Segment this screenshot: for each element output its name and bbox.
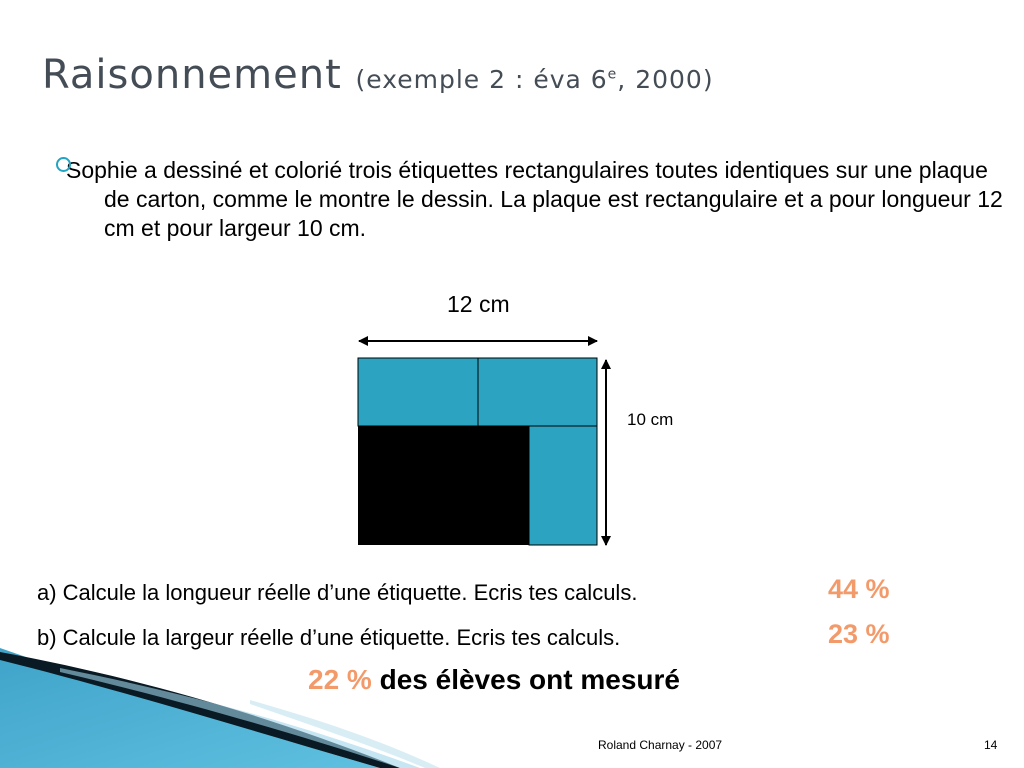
result-line [308, 664, 680, 696]
label-rect-1 [358, 358, 478, 426]
footer-author: Roland Charnay - 2007 [598, 738, 723, 752]
question-b-percent: 23 % [828, 619, 890, 649]
label-rect-2 [478, 358, 597, 426]
title-main: Raisonnement [42, 52, 342, 98]
question-a: a) Calcule la longueur réelle d’une étiquette. Ecris tes calculs. [37, 580, 638, 605]
result-text: des élèves ont mesuré [371, 664, 680, 695]
question-a-percent: 44 % [828, 574, 890, 604]
height-label: 10 cm [627, 410, 674, 429]
problem-text: Sophie a dessiné et colorié trois étiquettes rectangulaires toutes identiques sur une plaque de carton, comme le montre le dessin. La plaque est rectangulaire et a pour longueur 12 cm et pour largeur 10 cm. [66, 157, 1003, 241]
question-b: b) Calcule la largeur réelle d’une étiquette. Ecris tes calculs. [37, 625, 621, 650]
title-subtitle: (exemple 2 : éva 6e, 2000) [355, 65, 714, 94]
width-label: 12 cm [447, 291, 510, 317]
result-percent: 22 % [308, 664, 372, 695]
page-number: 14 [984, 738, 998, 752]
label-rect-3 [529, 426, 597, 545]
